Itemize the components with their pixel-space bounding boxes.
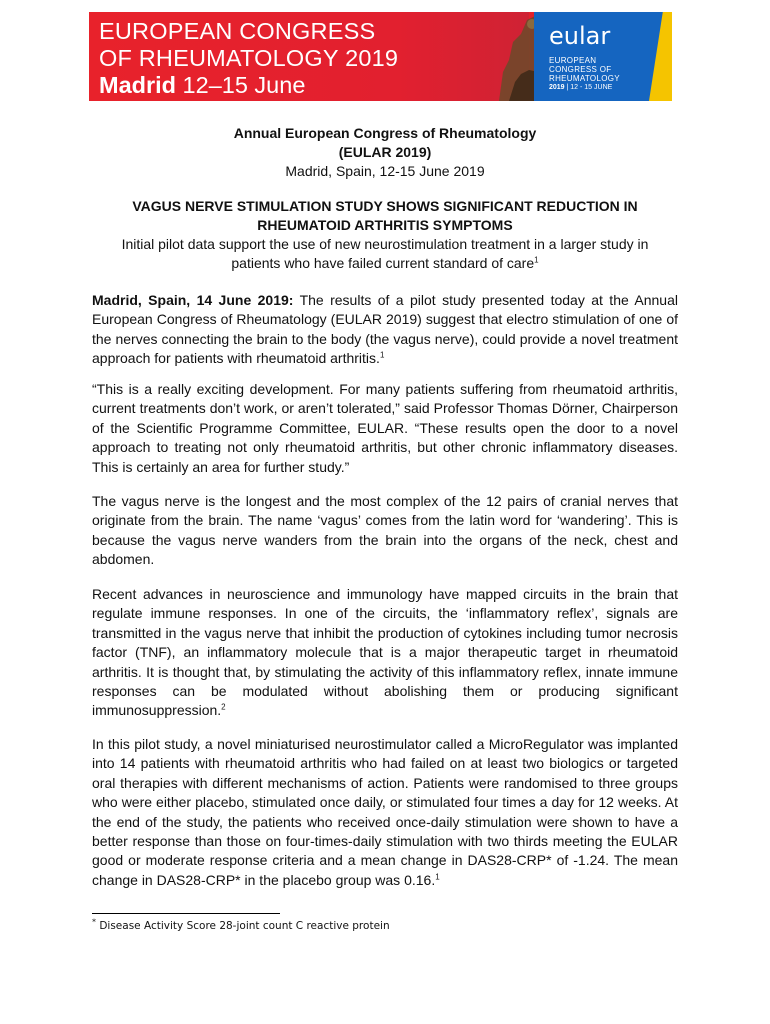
footnote xyxy=(92,917,390,932)
banner-tag-line2: CONGRESS OF xyxy=(549,65,612,74)
banner-tag-dates xyxy=(549,84,612,91)
banner-location xyxy=(99,72,305,99)
headline-line1: VAGUS NERVE STIMULATION STUDY SHOWS SIGNIFICANT REDUCTION IN xyxy=(132,198,638,214)
banner-dates: 12–15 June xyxy=(176,72,306,98)
banner-title-line1: EUROPEAN CONGRESS xyxy=(99,18,376,44)
reference-marker: 1 xyxy=(435,872,440,882)
eular-logo-text: eular xyxy=(549,22,611,50)
dateline: Madrid, Spain, 14 June 2019: xyxy=(92,292,294,308)
subheadline-text: patients who have failed current standard of care xyxy=(231,255,535,271)
banner-tag-date-range: | 12 - 15 JUNE xyxy=(564,84,613,91)
footnote-text: Disease Activity Score 28-joint count C reactive protein xyxy=(96,920,390,932)
paragraph-1 xyxy=(92,291,678,369)
congress-location-dates: Madrid, Spain, 12-15 June 2019 xyxy=(285,163,485,179)
paragraph-4-text: Recent advances in neuroscience and immunology have mapped circuits in the brain that regulate immune responses. In one of the circuits, the ‘inflammatory reflex’, signals are transmitted in the vagus nerve that inhibit the production of cytokines including tumor necrosis factor (TNF), an inflammatory molecule that is a major therapeutic target in rheumatoid arthritis. It is thought that, by stimulating the activity of this inflammatory reflex, innate immune responses can be modulated without abolishing them or producing significant immunosuppression. xyxy=(92,586,678,719)
reference-marker: 1 xyxy=(379,350,385,360)
paragraph-4 xyxy=(92,585,678,721)
congress-abbrev: (EULAR 2019) xyxy=(338,144,432,160)
paragraph-2: “This is a really exciting development. For many patients suffering from rheumatoid arthritis, current treatments don’t work, or aren’t tolerated,” said Professor Thomas Dörner, Chairperson of the Scientific Programme Committee, EULAR. “These results open the door to a novel approach to treating not only rheumatoid arthritis, but other chronic inflammatory diseases. This is certainly an area for further study.” xyxy=(92,381,678,475)
banner-city: Madrid xyxy=(99,72,177,98)
congress-name: Annual European Congress of Rheumatology xyxy=(233,125,537,141)
paragraph-3: The vagus nerve is the longest and the most complex of the 12 pairs of cranial nerves that originate from the brain. The name ‘vagus’ comes from the latin word for ‘wandering’. This is because the vagus nerve wanders from the brain into the organs of the neck, chest and abdomen. xyxy=(92,493,678,568)
footnote-divider xyxy=(92,913,280,914)
paragraph-5 xyxy=(92,735,678,890)
paragraph-5-text: In this pilot study, a novel miniaturised neurostimulator called a MicroRegulator was implanted into 14 patients with rheumatoid arthritis who had failed on at least two biologics or targeted oral therapies with different mechanisms of action. Patients were randomised to three groups who were either placebo, stimulated once daily, or stimulated four times a day for 12 weeks. At the end of the study, the patients who received once-daily stimulation were shown to have a better response than those on four-times-daily stimulation with two thirds meeting the EULAR good or moderate response criteria and a mean change in DAS28-CRP* of -1.24. The mean change in DAS28-CRP* in the placebo group was 0.16. xyxy=(92,736,678,888)
congress-banner xyxy=(89,12,672,101)
footnote-marker: * xyxy=(92,917,96,927)
reference-marker: 1 xyxy=(534,255,539,265)
reference-marker: 2 xyxy=(221,702,226,712)
subheadline-line1: Initial pilot data support the use of new neurostimulation treatment in a larger study in xyxy=(121,236,649,252)
headline-line2: RHEUMATOID ARTHRITIS SYMPTOMS xyxy=(257,217,513,233)
subheadline-line2 xyxy=(92,254,678,273)
banner-tag-line1: EUROPEAN xyxy=(549,56,597,65)
banner-tag-year: 2019 xyxy=(549,84,565,91)
banner-tag-line3: RHEUMATOLOGY xyxy=(549,74,620,83)
banner-title-line2: OF RHEUMATOLOGY 2019 xyxy=(99,45,399,71)
paragraph-1-text: The results of a pilot study presented today at the Annual European Congress of Rheumatology (EULAR 2019) suggest that electro stimulation of one of the nerves connecting the brain to the body (the vagus nerve), could provide a novel treatment approach for patients with rheumatoid arthritis. xyxy=(92,292,678,367)
